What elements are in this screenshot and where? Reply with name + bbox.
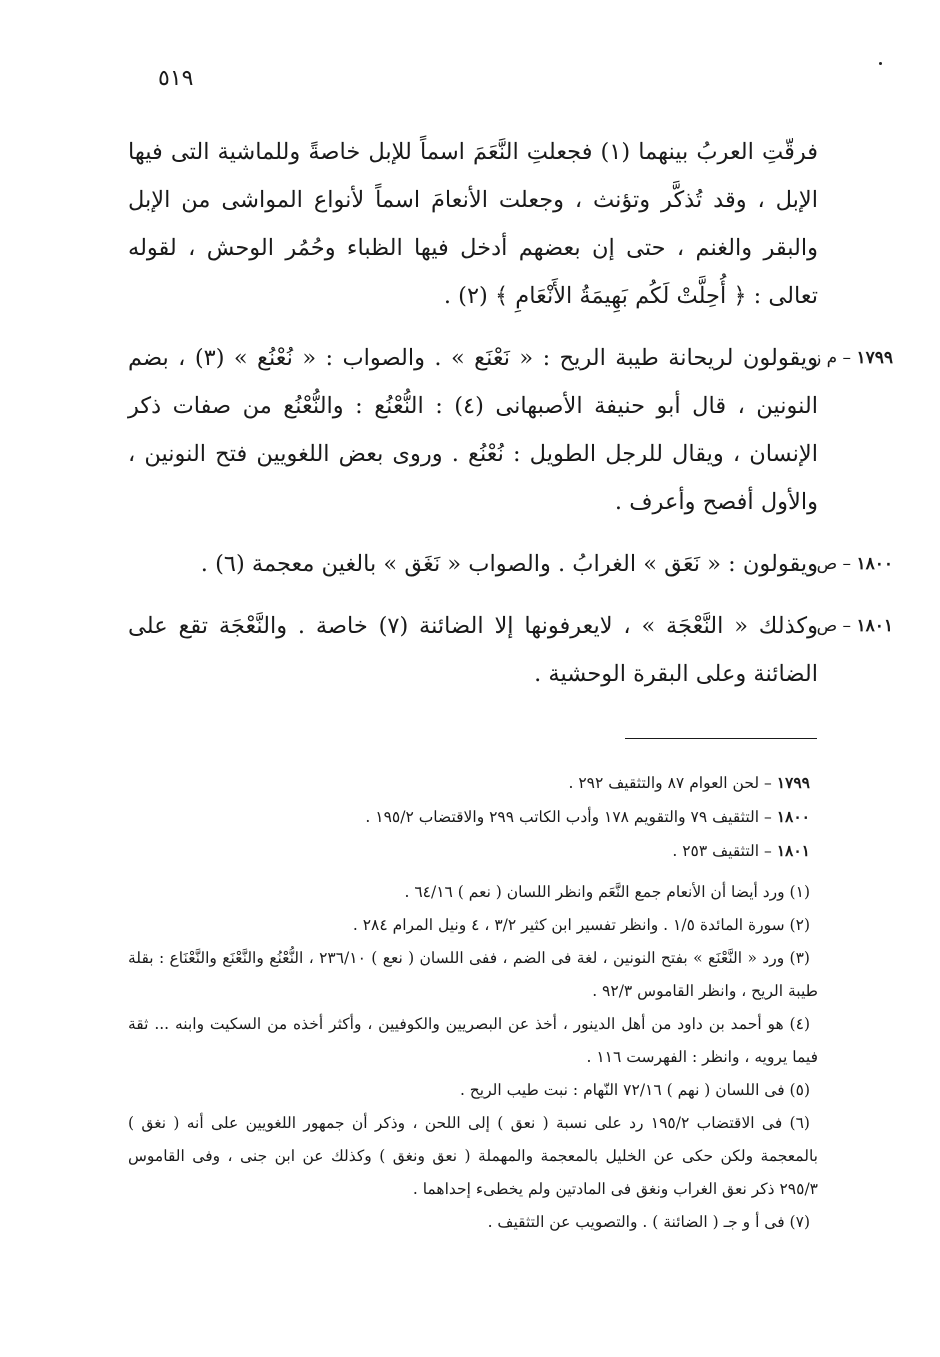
entry-1799: [128, 334, 893, 526]
footnote: (١) ورد أيضا أن الأنعام جمع النَّعَم وانظر اللسان ( نعم ) ٦٤/١٦ .: [404, 883, 810, 901]
entry-text: ويقولون لريحانة طيبة الريح : « نَعْنَع » . والصواب : « نُعْنُع » (٣) ، بضم النونين ، قال أبو حنيفة الأصبهانى (٤) : النُّعْنُع : والنُّعْنُع من صفات ذكر الإنسان ، ويقال للرجل الطويل : نُعْنُع . وروى بعض اللغويين فتح النونين ، والأول أفصح وأعرف .: [128, 345, 819, 515]
page-number: ٥١٩: [158, 66, 194, 91]
footnote: (٦) فى الاقتضاب ١٩٥/٢ رد على نسبة ( نعق ) إلى اللحن ، وذكر أن جمهور اللغويين على أنه ( نغق ) بالمعجمة ولكن حكى عن الخليل بالمعجمة والمهملة ( نعق ونغق ) وكذلك عن ابن جنى ، وفى القاموس ٢٩٥/٣ ذكر نعق الغراب ونغق فى المادتين ولم يخطىء إحداهما .: [128, 1114, 818, 1198]
entry-number: ١٨٠١ – ص: [816, 616, 893, 636]
footnote: (٧) فى أ و جـ ( الضائنة ) . والتصويب عن التثقيف .: [487, 1213, 810, 1231]
source-note: ١٧٩٩ – لحن العوام ٨٧ والتثقيف ٢٩٢ .: [568, 773, 810, 792]
continuation-paragraph: فرقّتِ العربُ بينهما (١) فجعلتِ النَّعَمَ اسماً للإبل خاصةً وللماشية التى فيها الإبل ، وقد تُذكَّر وتؤنث ، وجعلت الأنعامَ اسماً لأنواع المواشى من الإبل والبقر والغنم ، حتى إن بعضهم أدخل فيها الظباء وحُمُر الوحش ، لقوله تعالى : ﴿ أُحِلَّتْ لَكُم بَهِيمَةُ الأَنْعَامِ ﴾ (٢) .: [128, 139, 818, 309]
footnotes: [128, 766, 818, 1239]
entry-number: ١٨٠٠ – ص: [816, 554, 893, 574]
source-note: ١٨٠١ – التثقيف ٢٥٣ .: [672, 841, 810, 860]
main-text: [128, 128, 893, 698]
footnote: (٤) هو أحمد بن داود من أهل الدينور ، أخذ عن البصريين والكوفيين ، وأكثر أخذه من السكيت وابنه ... ثقة فيما يرويه ، وانظر : الفهرست ١١٦ .: [128, 1015, 818, 1066]
footnote: (٢) سورة المائدة ١/٥ . وانظر تفسير ابن كثير ٣/٢ ، ٤ ونيل المرام ٢٨٤ .: [352, 916, 810, 934]
entry-1800: [128, 540, 893, 588]
footnote: (٣) ورد « النَّعْنَع » بفتح النونين ، لغة فى الضم ، ففى اللسان ( نعع ) ٢٣٦/١٠ ، النُّعْنُع والنَّعْنَع والنَّعْنَاع : بقلة طيبة الريح ، وانظر القاموس ٩٢/٣ .: [128, 949, 818, 1000]
entry-text: ويقولون : « نَعَق » الغرابُ . والصواب « نَغَق » بالغين معجمة (٦) .: [200, 551, 818, 577]
entry-number: ١٧٩٩ – م ز: [813, 348, 893, 368]
entry-text: وكذلك « النَّعْجَة » ، لايعرفونها إلا الضائنة (٧) خاصة . والنَّعْجَة تقع على الضائنة وعلى البقرة الوحشية .: [128, 613, 818, 687]
footnote: (٥) فى اللسان ( نهم ) ٧٢/١٦ النّهام : نبت طيب الريح .: [459, 1081, 810, 1099]
scan-speck: [879, 62, 882, 65]
footnote-separator: [625, 738, 817, 739]
source-note: ١٨٠٠ – التثقيف ٧٩ والتقويم ١٧٨ وأدب الكاتب ٢٩٩ والاقتضاب ١٩٥/٢ .: [365, 807, 810, 826]
entry-1801: [128, 602, 893, 698]
